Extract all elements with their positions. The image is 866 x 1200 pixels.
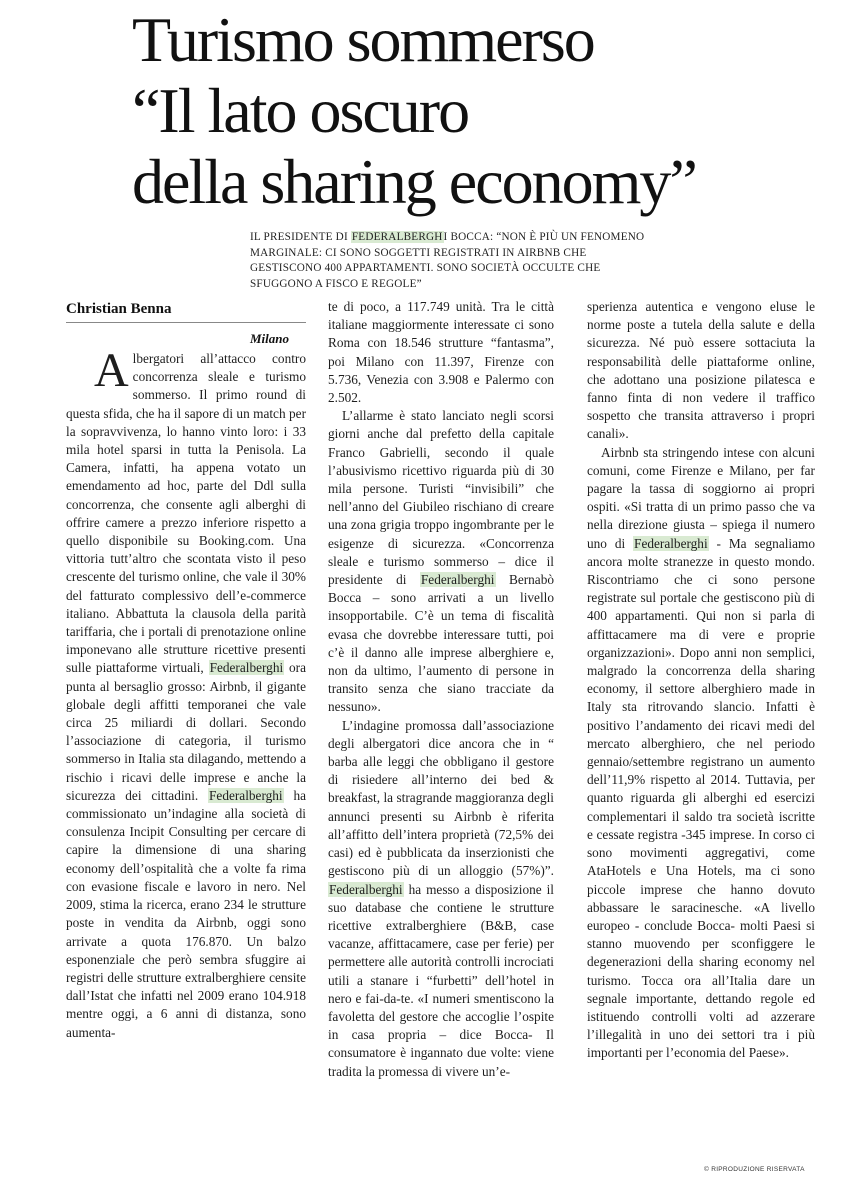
text-run: L’allarme è stato lanciato negli scorsi giorni anche dal prefetto della capitale Franco Gabrielli, secondo il quale l’abusivismo ricettivo riguarda più di 30 mila persone. Turisti “invisibili” che nell’anno del Giubileo rischiano di creare una zona grigia troppo ingombrante per le esigenze di sicurezza. «Concorrenza sleale e turismo sommerso – dice il presidente di [328, 408, 554, 588]
article-column-1 [66, 344, 306, 1042]
text-run: Airbnb sta stringendo intese con alcuni comuni, come Firenze e Milano, per far pagare la tassa di soggiorno ai propri ospiti. «Si tratta di un primo passo che va nella direzione giusta – spiega il numero uno di [587, 444, 815, 551]
paragraph [328, 407, 554, 716]
headline-line-3: della sharing economy” [132, 146, 696, 217]
highlighted-term: Federalberghi [634, 535, 708, 551]
paragraph: te di poco, a 117.749 unità. Tra le città italiane maggiormente interessate ci sono Roma con 18.546 strutture “fantasma”, poi Milano con 11.397, Firenze con 5.736, Venezia con 3.908 e Palermo con 2.502. [328, 299, 554, 406]
text-run: lbergatori all’attacco contro concorrenza sleale e turismo sommerso. Il primo round di questa sfida, che ha il sapore di un match per la sopravvivenza, lo hanno vinto loro: i 33 mila hotel sparsi in tutta la Penisola. La Camera, infatti, ha appena votato un emendamento ad hoc, parte del Ddl sulla concorrenza, che consente agli alberghi di offrire camere a prezzo inferiore rispetto a quello disponibile su Booking.com. Una vittoria tutt’altro che scontata visto il peso crescente del turismo online, che vale il 30% del fatturato complessivo dell’e-commerce italiano. Abbattuta la clausola della parità tariffaria, che i portali di prenotazione online imponevano alle strutture ricettive presenti sulle piattaforme virtuali, [66, 351, 306, 676]
headline [132, 4, 832, 217]
text-run: ha commissionato un’indagine alla società di consulenza Incipit Consulting per cercare di capire la dimensione di una sharing economy dell’ospitalità che a volte fa rima con evasione fiscale e lavoro in nero. Nel 2009, stima la ricerca, erano 234 le strutture poste in vendita da Airbnb, oggi sono arrivate a quota 176.870. Un balzo esponenziale che però sembra sfuggire ai registri delle strutture extralberghiere censite dall’Istat che infatti nel 2009 erano 104.918 mentre oggi, a 6 anni di distanza, sono aumenta- [66, 787, 306, 1040]
subhead-pre: IL PRESIDENTE DI [250, 231, 351, 243]
highlighted-term: Federalberghi [329, 881, 403, 897]
copyright-notice: © RIPRODUZIONE RISERVATA [704, 1166, 805, 1173]
drop-cap: A [94, 344, 129, 397]
subhead-highlight: FEDERALBERGH [351, 231, 443, 243]
subheadline [250, 230, 650, 292]
subhead-post: I BOCCA: “NON È PIÙ UN FENOMENO MARGINALE: CI SONO SOGGETTI REGISTRATI IN AIRBNB CHE GESTISCONO 400 APPARTAMENTI. SONO SOCIETÀ OCCULTE CHE SFUGGONO A FISCO E REGOLE” [250, 231, 645, 290]
headline-line-2: “Il lato oscuro [132, 75, 469, 146]
byline-divider [66, 322, 306, 323]
text-run: - Ma segnaliamo ancora molte stranezze in questo mondo. Riscontriamo che ci sono persone registrate sul portale che gestiscono più di 400 appartamenti. Qui non si parla di affittacamere ma di vere e proprie organizzazioni». Dopo anni non semplici, malgrado la concorrenza della sharing economy, il settore alberghiero made in Italy sta ritrovando slancio. Infatti è positivo l’andamento dei ricavi medi del mercato alberghiero, che nel periodo gennaio/settembre registrano un aumento dell’11,9% rispetto al 2014. Tuttavia, per quanto riguarda gli alberghi ed esercizi complementari il saldo tra società iscritte e cessate registra -345 imprese. In corso ci sono movimenti aggregativi, come AtaHotels e Una Hotels, ma ci sono piccole imprese che hanno dovuto abbassare le saracinesche. «A livello europeo - conclude Bocca- molti Paesi si stanno muovendo per sconfiggere le degenerazioni della sharing economy nel turismo. Tocca ora all’Italia dare un segnale importante, dettando regole ed istituendo controlli volti ad azzerare l’illegalità in uno dei settori tra i più importanti per l’economia del Paese». [587, 535, 815, 1061]
byline: Christian Benna [66, 301, 172, 317]
highlighted-term: Federalberghi [420, 572, 495, 588]
text-run: Bernabò Bocca – sono arrivati a un livello insopportabile. C’è un tema di fiscalità evasa che dovrebbe interessare tutti, poi c’è il danno alle imprese alberghiere e, non da ultimo, l’aumento di persone in transito senza che siano tracciate da nessuno». [328, 572, 554, 715]
paragraph: sperienza autentica e vengono eluse le norme poste a tutela della salute e della sicurezza. Né può essere sottaciuta la responsabilità delle piattaforme online, che adottano una posizione pilatesca e fanno finta di non vedere il traffico sospetto che transita attraverso i propri canali». [587, 299, 815, 442]
highlighted-term: Federalberghi [209, 787, 283, 803]
article-column-2 [328, 298, 554, 1081]
paragraph [587, 444, 815, 1063]
headline-line-1: Turismo sommerso [132, 4, 594, 75]
text-run: ha messo a disposizione il suo database che contiene le strutture ricettive extralberghiere (B&B, case vacanze, affittacamere, case per ferie) per permettere alle autorità controlli incrociati utili a stanare i “furbetti” dell’hotel in nero e fai-da-te. «I numeri smentiscono la favoletta del gestore che accoglie l’ospite in casa propria – dice Bocca- Il consumatore è ingannato due volte: viene tradita la promessa di vivere un’e- [328, 881, 554, 1079]
dateline: Milano [250, 331, 290, 346]
article-column-3 [587, 298, 815, 1063]
paragraph [328, 717, 554, 1081]
highlighted-term: Federalberghi [209, 660, 284, 676]
text-run: ora punta al bersaglio grosso: Airbnb, il gigante globale degli affitti temporanei che vale circa 25 miliardi di dollari. Secondo l’associazione di categoria, il turismo sommerso in Italia sta dilagando, mettendo a rischio i ricavi delle imprese e anche la sicurezza dei cittadini. [66, 660, 306, 803]
text-run: L’indagine promossa dall’associazione degli albergatori dice ancora che in “ barba alle leggi che obbligano il gestore di risiedere all’interno dei bed & breakfast, la stragrande maggioranza degli annunci presenti su Airbnb è riferita all’affitto dell’intera proprietà (72,5% dei casi) ed è pubblicata da inserzionisti che gestiscono più di un alloggio (57%)”. [328, 717, 554, 879]
paragraph [66, 344, 306, 1042]
